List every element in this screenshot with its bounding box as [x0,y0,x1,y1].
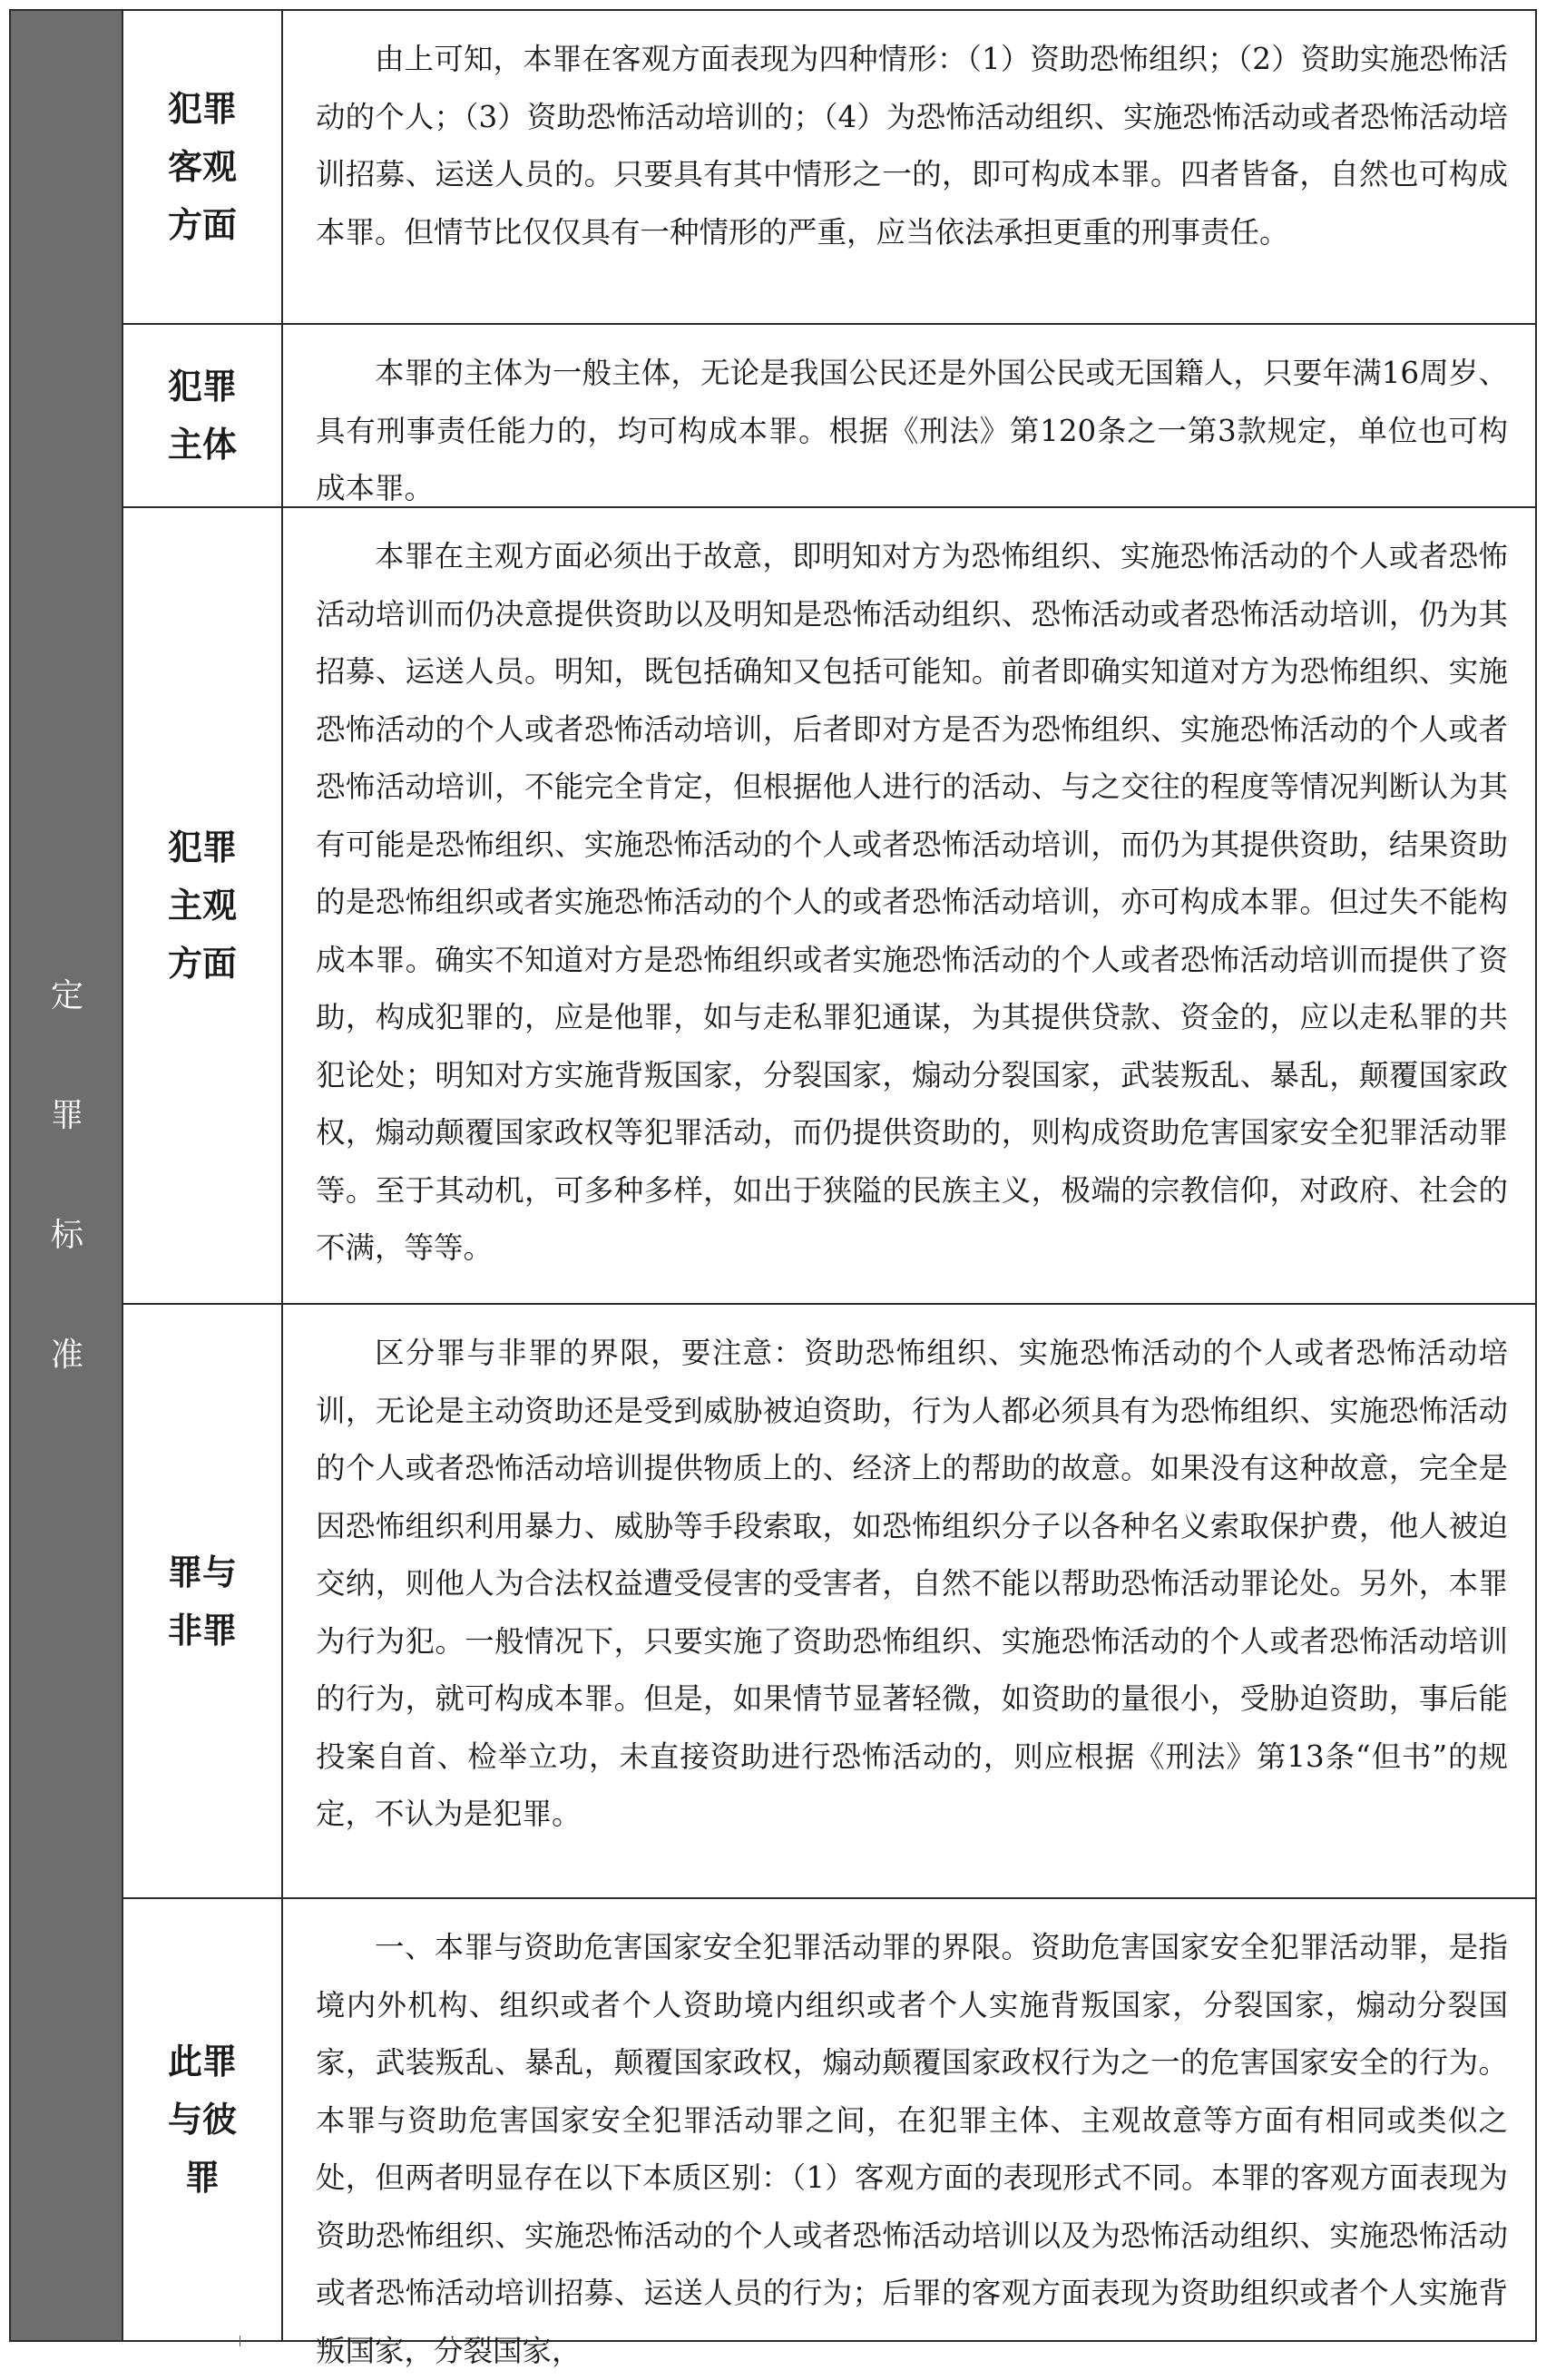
row-label: 犯罪主观方面 [167,828,237,984]
row-paragraph: 由上可知，本罪在客观方面表现为四种情形：（1）资助恐怖组织；（2）资助实施恐怖活动的个人；（3）资助恐怖活动培训的；（4）为恐怖活动组织、实施恐怖活动或者恐怖活动培训招募、运送人员的。只要具有其中情形之一的，即可构成本罪。四者皆备，自然也可构成本罪。但情节比仅仅具有一种情形的严重，应当依法承担更重的刑事责任。 [316,42,1508,250]
row-content-cell [283,1899,1535,2368]
row-crime-vs-non-crime [123,1305,1535,1899]
section-label-char: 定 [50,977,83,1014]
row-label: 此罪与彼罪 [167,2042,237,2198]
row-label-cell [123,508,283,1303]
row-content-cell [283,1305,1535,1897]
row-label: 犯罪主体 [167,367,237,465]
row-subjective-aspect [123,508,1535,1305]
row-content-cell [283,11,1535,323]
row-label-cell [123,11,283,323]
criteria-table [9,9,1537,2368]
row-objective-aspect [123,11,1535,325]
section-label [11,936,123,1415]
row-paragraph: 一、本罪与资助危害国家安全犯罪活动罪的界限。资助危害国家安全犯罪活动罪，是指境内外机构、组织或者个人资助境内组织或者个人实施背叛国家，分裂国家，煽动分裂国家，武装叛乱、暴乱，颠覆国家政权，煽动颠覆国家政权行为之一的危害国家安全的行为。本罪与资助危害国家安全犯罪活动罪之间，在犯罪主体、主观故意等方面有相同或类似之处，但两者明显存在以下本质区别：（1）客观方面的表现形式不同。本罪的客观方面表现为资助恐怖组织、实施恐怖活动的个人或者恐怖活动培训以及为恐怖活动组织、实施恐怖活动或者恐怖活动培训招募、运送人员的行为；后罪的客观方面表现为资助组织或者个人实施背叛国家，分裂国家， [316,1930,1508,2368]
row-paragraph: 区分罪与非罪的界限，要注意：资助恐怖组织、实施恐怖活动的个人或者恐怖活动培训，无论是主动资助还是受到威胁被迫资助，行为人都必须具有为恐怖组织、实施恐怖活动的个人或者恐怖活动培训提供物质上的、经济上的帮助的故意。如果没有这种故意，完全是因恐怖组织利用暴力、威胁等手段索取，如恐怖组织分子以各种名义索取保护费，他人被迫交纳，则他人为合法权益遭受侵害的受害者，自然不能以帮助恐怖活动罪论处。另外，本罪为行为犯。一般情况下，只要实施了资助恐怖组织、实施恐怖活动的个人或者恐怖活动培训的行为，就可构成本罪。但是，如果情节显著轻微，如资助的量很小，受胁迫资助，事后能投案自首、检举立功，未直接资助进行恐怖活动的，则应根据《刑法》第13条“但书”的规定，不认为是犯罪。 [316,1336,1508,1831]
row-content-cell [283,508,1535,1303]
row-label-cell [123,325,283,506]
section-label-char: 罪 [50,1097,83,1134]
row-paragraph: 本罪的主体为一般主体，无论是我国公民还是外国公民或无国籍人，只要年满16周岁、具有刑事责任能力的，均可构成本罪。根据《刑法》第120条之一第3款规定，单位也可构成本罪。 [316,356,1508,505]
row-label-cell [123,1305,283,1897]
row-label: 罪与非罪 [167,1552,237,1650]
section-label-char: 准 [50,1337,83,1374]
row-subject [123,325,1535,508]
section-label-char: 标 [50,1217,83,1254]
row-content-cell [283,325,1535,506]
row-paragraph: 本罪在主观方面必须出于故意，即明知对方为恐怖组织、实施恐怖活动的个人或者恐怖活动培训而仍决意提供资助以及明知是恐怖活动组织、恐怖活动或者恐怖活动培训，仍为其招募、运送人员。明知，既包括确知又包括可能知。前者即确实知道对方为恐怖组织、实施恐怖活动的个人或者恐怖活动培训，后者即对方是否为恐怖组织、实施恐怖活动的个人或者恐怖活动培训，不能完全肯定，但根据他人进行的活动、与之交往的程度等情况判断认为其有可能是恐怖组织、实施恐怖活动的个人或者恐怖活动培训，而仍为其提供资助，结果资助的是恐怖组织或者实施恐怖活动的个人的或者恐怖活动培训，亦可构成本罪。但过失不能构成本罪。确实不知道对方是恐怖组织或者实施恐怖活动的个人或者恐怖活动培训而提供了资助，构成犯罪的，应是他罪，如与走私罪犯通谋，为其提供贷款、资金的，应以走私罪的共犯论处；明知对方实施背叛国家，分裂国家，煽动分裂国家，武装叛乱、暴乱，颠覆国家政权，煽动颠覆国家政权等犯罪活动，而仍提供资助的，则构成资助危害国家安全犯罪活动罪等。至于其动机，可多种多样，如出于狭隘的民族主义，极端的宗教信仰，对政府、社会的不满，等等。 [316,539,1508,1265]
section-column [11,11,123,2340]
row-label: 犯罪客观方面 [167,89,237,245]
row-this-vs-other-crime [123,1899,1535,2368]
row-label-cell [123,1899,283,2340]
